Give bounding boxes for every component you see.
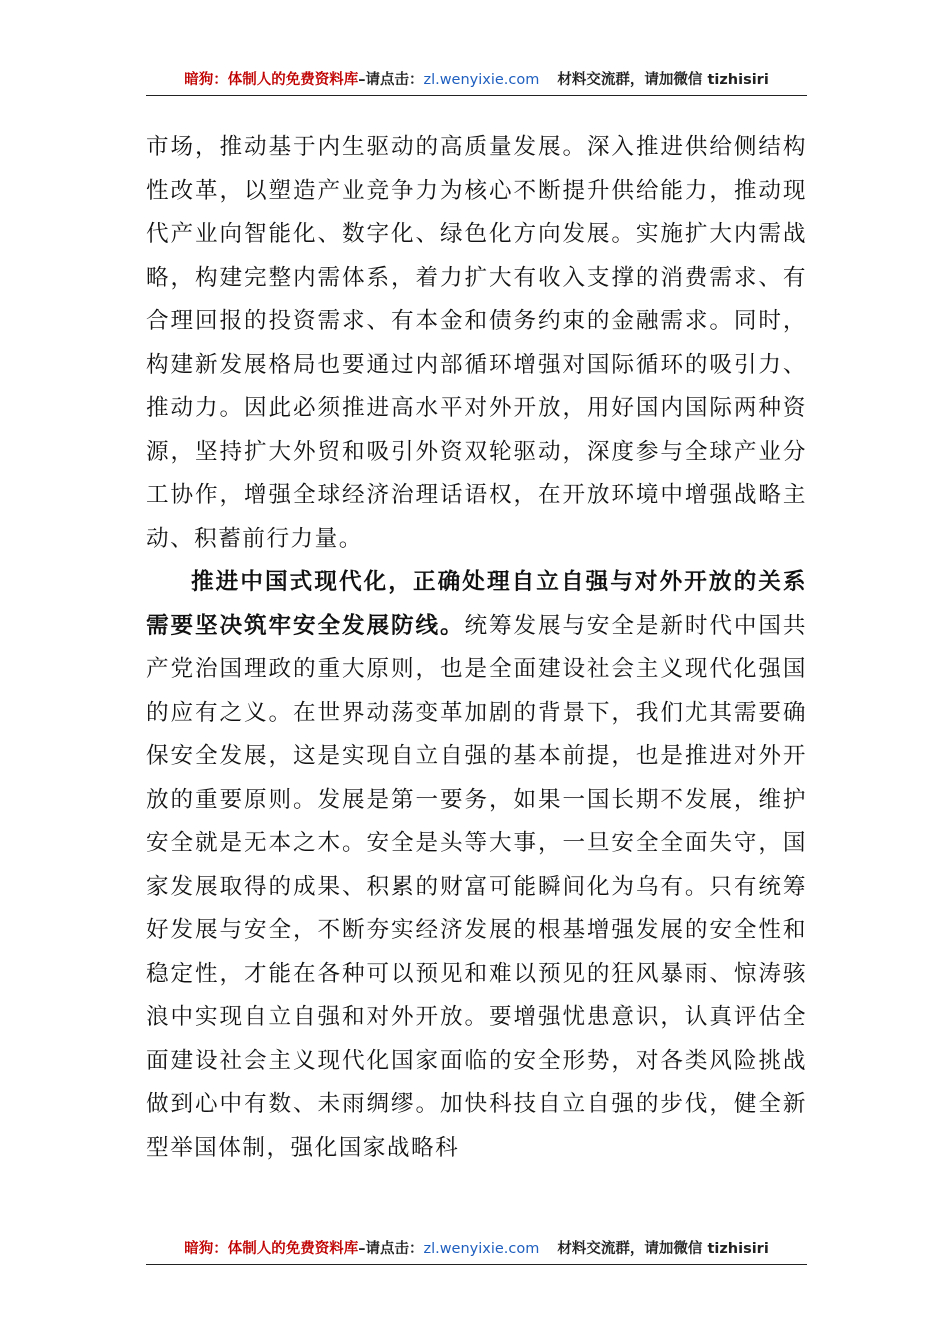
banner-contact: 材料交流群，请加微信 tizhisiri	[557, 72, 769, 88]
footer-prompt: –请点击：	[358, 1241, 424, 1257]
paragraph-2-text: 统筹发展与安全是新时代中国共产党治国理政的重大原则，也是全面建设社会主义现代化强国的应有之义。在世界动荡变革加剧的背景下，我们尤其需要确保安全发展，这是实现自立自强的基本前提，也是推进对外开放的重要原则。发展是第一要务，如果一国长期不发展，维护安全就是无本之木。安全是头等大事，一旦安全全面失守，国家发展取得的成果、积累的财富可能瞬间化为乌有。只有统筹好发展与安全，不断夯实经济发展的根基增强发展的安全性和稳定性，才能在各种可以预见和难以预见的狂风暴雨、惊涛骇浪中实现自立自强和对外开放。要增强忧患意识，认真评估全面建设社会主义现代化国家面临的安全形势，对各类风险挑战做到心中有数、未雨绸缪。加快科技自立自强的步伐，健全新型举国体制，强化国家战略科	[146, 612, 807, 1161]
footer-link[interactable]: zl.wenyixie.com	[423, 1241, 540, 1257]
banner-link[interactable]: zl.wenyixie.com	[423, 72, 540, 88]
banner-brand: 暗狗：体制人的免费资料库	[184, 72, 359, 88]
footer-banner	[146, 1234, 807, 1265]
document-body	[146, 126, 807, 1170]
paragraph-2	[146, 561, 807, 1170]
footer-brand: 暗狗：体制人的免费资料库	[184, 1241, 359, 1257]
header-banner	[146, 65, 807, 96]
banner-prompt: –请点击：	[358, 72, 424, 88]
paragraph-1: 市场，推动基于内生驱动的高质量发展。深入推进供给侧结构性改革，以塑造产业竞争力为核心不断提升供给能力，推动现代产业向智能化、数字化、绿色化方向发展。实施扩大内需战略，构建完整内需体系，着力扩大有收入支撑的消费需求、有合理回报的投资需求、有本金和债务约束的金融需求。同时，构建新发展格局也要通过内部循环增强对国际循环的吸引力、推动力。因此必须推进高水平对外开放，用好国内国际两种资源，坚持扩大外贸和吸引外资双轮驱动，深度参与全球产业分工协作，增强全球经济治理话语权，在开放环境中增强战略主动、积蓄前行力量。	[146, 134, 807, 552]
footer-contact: 材料交流群，请加微信 tizhisiri	[557, 1241, 769, 1257]
paragraph-2-lead: 推进中国式现代化，正确处理自立自强与对外开放的关系需要坚决筑牢安全发展防线。	[146, 569, 807, 639]
